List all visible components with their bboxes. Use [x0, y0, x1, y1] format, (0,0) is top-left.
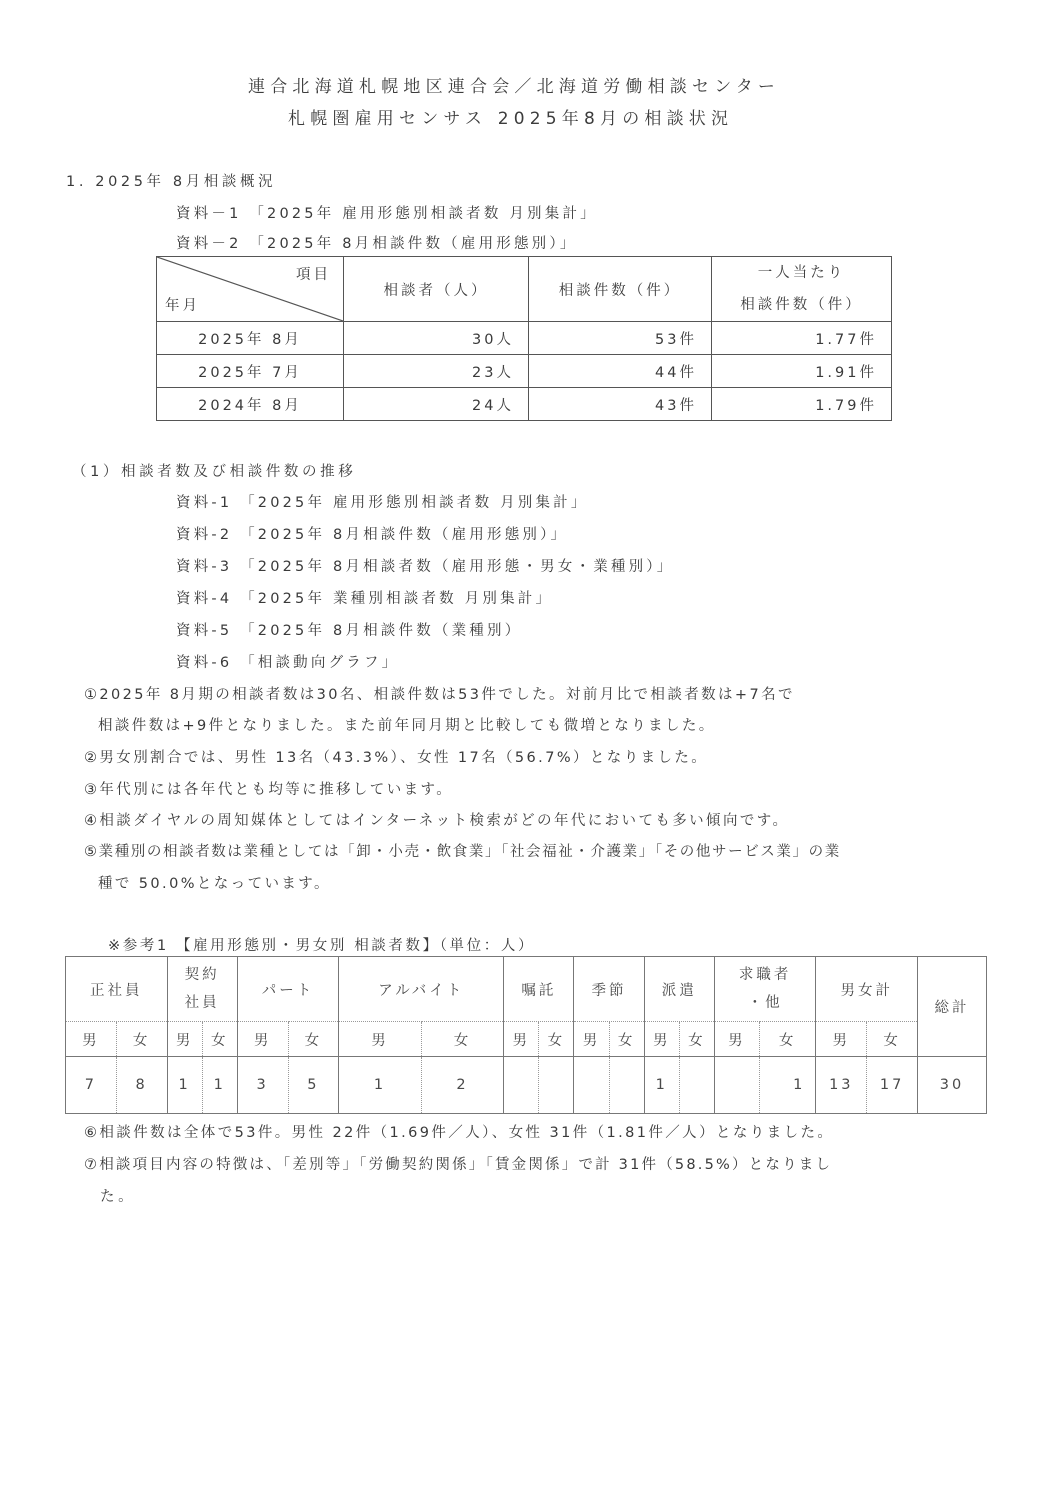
header-per-person-line2: 相談件数（件）: [740, 297, 863, 313]
value-regular-female: 8: [116, 1057, 167, 1114]
group-shokutaku: 嘱託: [504, 957, 574, 1022]
female-header: 女: [609, 1022, 644, 1057]
header-consultees: 相談者（人）: [344, 257, 529, 322]
value-shokutaku-female: [539, 1057, 574, 1114]
value-jobseeker-female: 1: [759, 1057, 816, 1114]
subsection1-ref-3: 資料-3 「2025年 8月相談者数（雇用形態・男女・業種別）」: [176, 559, 675, 575]
female-header: 女: [288, 1022, 339, 1057]
subsection1-ref-5: 資料-5 「2025年 8月相談件数（業種別）: [176, 623, 523, 639]
value-jobseeker-male: [714, 1057, 759, 1114]
document-title-line2: 札幌圏雇用センサス 2025年8月の相談状況: [288, 109, 734, 129]
subsection1-heading: （1）相談者数及び相談件数の推移: [72, 464, 357, 480]
subsection1-ref-2: 資料-2 「2025年 8月相談件数（雇用形態別）」: [176, 527, 569, 543]
group-dispatch: 派遣: [644, 957, 714, 1022]
value-arbeit-male: 1: [339, 1057, 421, 1114]
group-contract-employee: [167, 957, 237, 1022]
value-dispatch-male: 1: [644, 1057, 679, 1114]
value-dispatch-female: [679, 1057, 714, 1114]
grand-total-header: 総計: [918, 957, 987, 1057]
female-header: 女: [421, 1022, 503, 1057]
value-regular-male: 7: [66, 1057, 117, 1114]
value-arbeit-female: 2: [421, 1057, 503, 1114]
male-header: 男: [714, 1022, 759, 1057]
group-part-time: パート: [237, 957, 339, 1022]
row-per-person: 1.79件: [712, 388, 892, 421]
subsection1-ref-4: 資料-4 「2025年 業種別相談者数 月別集計」: [176, 591, 554, 607]
row-cases: 53件: [529, 322, 712, 355]
row-per-person: 1.91件: [712, 355, 892, 388]
section1-ref-2: 資料－2 「2025年 8月相談件数（雇用形態別）」: [176, 236, 578, 252]
value-contract-female: 1: [202, 1057, 237, 1114]
male-header: 男: [66, 1022, 117, 1057]
point-1-line2: 相談件数は+9件となりました。また前年同月期と比較しても微増となりました。: [98, 718, 716, 734]
group-job-seeker-other: [714, 957, 816, 1022]
row-period: 2025年 8月: [157, 322, 344, 355]
header-cases: 相談件数（件）: [529, 257, 712, 322]
value-part-male: 3: [237, 1057, 288, 1114]
group-job-seeker-line1: 求職者: [738, 967, 792, 983]
row-consultees: 24人: [344, 388, 529, 421]
values-row: [66, 1057, 987, 1114]
point-7-line1: ⑦相談項目内容の特徴は、「差別等」「労働契約関係」「賃金関係」で計 31件（58.5%）となりまし: [84, 1157, 833, 1173]
group-header-row: [66, 957, 987, 1022]
header-per-person: [712, 257, 892, 322]
male-header: 男: [339, 1022, 421, 1057]
point-6: ⑥相談件数は全体で53件。男性 22件（1.69件／人）、女性 31件（1.81件／人）となりました。: [84, 1125, 835, 1141]
point-4: ④相談ダイヤルの周知媒体としてはインターネット検索がどの年代においても多い傾向です。: [84, 813, 790, 829]
gender-header-row: [66, 1022, 987, 1057]
header-per-person-line1: 一人当たり: [757, 265, 846, 281]
row-cases: 43件: [529, 388, 712, 421]
row-per-person: 1.77件: [712, 322, 892, 355]
group-job-seeker-line2: ・他: [747, 995, 783, 1011]
value-total-female: 17: [867, 1057, 918, 1114]
corner-header-cell: [157, 257, 344, 322]
male-header: 男: [504, 1022, 539, 1057]
section1-ref-1: 資料－1 「2025年 雇用形態別相談者数 月別集計」: [176, 206, 598, 222]
female-header: 女: [679, 1022, 714, 1057]
group-contract-line1: 契約: [184, 967, 220, 983]
section1-heading: 1. 2025年 8月相談概況: [66, 174, 277, 190]
female-header: 女: [202, 1022, 237, 1057]
value-grand-total: 30: [918, 1057, 987, 1114]
female-header: 女: [539, 1022, 574, 1057]
point-3: ③年代別には各年代とも均等に推移しています。: [84, 782, 454, 798]
corner-label-yearmonth: 年月: [165, 298, 200, 314]
value-shokutaku-male: [504, 1057, 539, 1114]
point-1-line1: ①2025年 8月期の相談者数は30名、相談件数は53件でした。対前月比で相談者数は+7名で: [84, 687, 795, 703]
reference1-caption: ※参考1 【雇用形態別・男女別 相談者数】（単位：人）: [108, 938, 536, 954]
female-header: 女: [867, 1022, 918, 1057]
point-7-line2: た。: [100, 1189, 137, 1205]
male-header: 男: [644, 1022, 679, 1057]
male-header: 男: [237, 1022, 288, 1057]
reference1-table: [65, 956, 987, 1114]
value-seasonal-female: [609, 1057, 644, 1114]
value-contract-male: 1: [167, 1057, 202, 1114]
group-regular-employee: 正社員: [66, 957, 168, 1022]
group-seasonal: 季節: [574, 957, 644, 1022]
female-header: 女: [759, 1022, 816, 1057]
male-header: 男: [574, 1022, 609, 1057]
group-arbeit: アルバイト: [339, 957, 504, 1022]
table-row: [157, 355, 892, 388]
group-gender-total: 男女計: [816, 957, 918, 1022]
point-2: ②男女別割合では、男性 13名（43.3%）、女性 17名（56.7%）となりました。: [84, 750, 709, 766]
value-total-male: 13: [816, 1057, 867, 1114]
document-title-line1: 連合北海道札幌地区連合会／北海道労働相談センター: [248, 77, 781, 97]
subsection1-ref-1: 資料-1 「2025年 雇用形態別相談者数 月別集計」: [176, 495, 589, 511]
row-consultees: 30人: [344, 322, 529, 355]
row-consultees: 23人: [344, 355, 529, 388]
value-seasonal-male: [574, 1057, 609, 1114]
male-header: 男: [167, 1022, 202, 1057]
row-period: 2025年 7月: [157, 355, 344, 388]
summary-table: [156, 256, 892, 421]
corner-label-item: 項目: [296, 267, 331, 283]
male-header: 男: [816, 1022, 867, 1057]
female-header: 女: [116, 1022, 167, 1057]
table-row: [157, 322, 892, 355]
summary-header-row: [157, 257, 892, 322]
value-part-female: 5: [288, 1057, 339, 1114]
table-row: [157, 388, 892, 421]
point-5-line1: ⑤業種別の相談者数は業種としては「卸・小売・飲食業」「社会福祉・介護業」「その他サービス業」の業: [84, 844, 841, 860]
group-contract-line2: 社員: [184, 995, 220, 1011]
row-period: 2024年 8月: [157, 388, 344, 421]
point-5-line2: 種で 50.0%となっています。: [98, 876, 331, 892]
subsection1-ref-6: 資料-6 「相談動向グラフ」: [176, 655, 400, 671]
row-cases: 44件: [529, 355, 712, 388]
